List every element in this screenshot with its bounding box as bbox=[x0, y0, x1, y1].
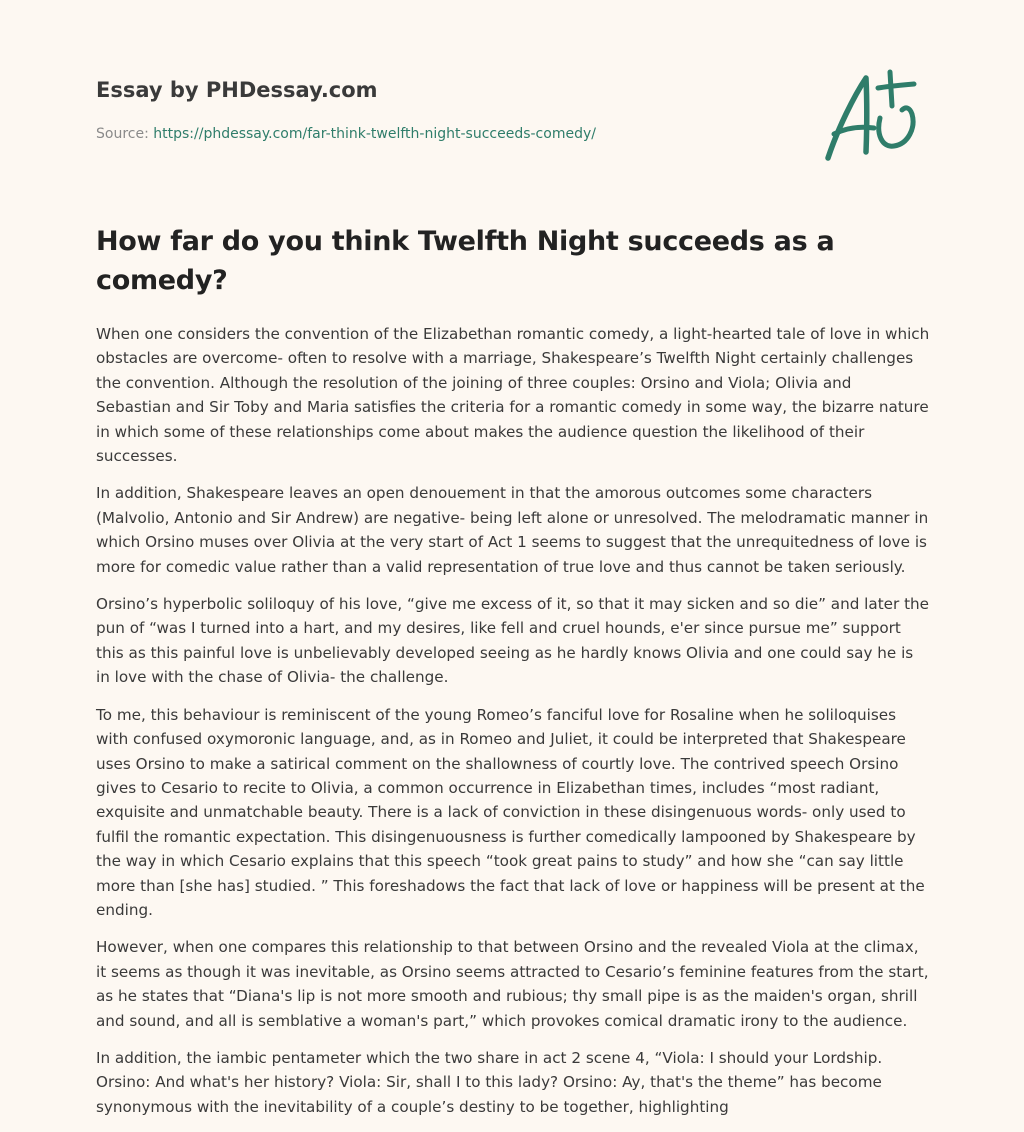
essay-paragraph: In addition, the iambic pentameter which the two share in act 2 scene 4, “Viola: I should your Lordship. Orsino: And what's her history? Viola: Sir, shall I to this lady? Orsino: Ay, that's the theme” has become synonymous with the inevitability of a couple’s destiny to be together, highlighting bbox=[96, 1048, 883, 1116]
essay-title: How far do you think Twelfth Night succeeds as a comedy? bbox=[96, 226, 835, 296]
essay-paragraph: Orsino’s hyperbolic soliloquy of his love, “give me excess of it, so that it may sicken and so die” and later the pun of “was I turned into a hart, and my desires, like fell and cruel hounds, e'er since pursue me” support this as this painful love is unbelievably developed seeing as he hardly knows Olivia and one could say he is in love with the chase of Olivia- the challenge. bbox=[96, 595, 929, 687]
a-plus-logo-icon bbox=[820, 66, 930, 166]
source-label: Source: bbox=[96, 126, 149, 142]
essay-body bbox=[96, 222, 931, 1132]
essay-paragraph: However, when one compares this relationship to that between Orsino and the revealed Viola at the climax, it seems as though it was inevitable, as Orsino seems attracted to Cesario’s feminine features from the start, as he states that “Diana's lip is not more smooth and rubious; thy small pipe is as the maiden's organ, shrill and sound, and all is semblative a woman's part,” which provokes comical dramatic irony to the audience. bbox=[96, 938, 929, 1030]
source-line bbox=[96, 124, 796, 144]
site-title: Essay by PHDessay.com bbox=[96, 78, 378, 102]
essay-paragraph: When one considers the convention of the Elizabethan romantic comedy, a light-hearted tale of love in which obstacles are overcome- often to resolve with a marriage, Shakespeare’s Twelfth Night certainly challenges the convention. Although the resolution of the joining of three couples: Orsino and Viola; Olivia and Sebastian and Sir Toby and Maria satisfies the criteria for a romantic comedy in some way, the bizarre nature in which some of these relationships come about makes the audience question the likelihood of their successes. bbox=[96, 325, 930, 466]
essay-header bbox=[96, 76, 796, 144]
essay-paragraph: To me, this behaviour is reminiscent of the young Romeo’s fanciful love for Rosaline when he soliloquises with confused oxymoronic language, and, as in Romeo and Juliet, it could be interpreted that Shakespeare uses Orsino to make a satirical comment on the shallowness of courtly love. The contrived speech Orsino gives to Cesario to recite to Olivia, a common occurrence in Elizabethan times, includes “most radiant, exquisite and unmatchable beauty. There is a lack of conviction in these disingenuous words- only used to fulfil the romantic expectation. This disingenuousness is further comedically lampooned by Shakespeare by the way in which Cesario explains that this speech “took great pains to study” and how she “can say little more than [she has] studied. ” This foreshadows the fact that lack of love or happiness will be present at the ending. bbox=[96, 705, 925, 919]
essay-paragraph: In addition, Shakespeare leaves an open denouement in that the amorous outcomes some characters (Malvolio, Antonio and Sir Andrew) are negative- being left alone or unresolved. The melodramatic manner in which Orsino muses over Olivia at the very start of Act 1 seems to suggest that the unrequitedness of love is more for comedic value rather than a valid representation of true love and thus cannot be taken seriously. bbox=[96, 484, 929, 576]
source-link[interactable]: https://phdessay.com/far-think-twelfth-night-succeeds-comedy/ bbox=[153, 126, 596, 142]
